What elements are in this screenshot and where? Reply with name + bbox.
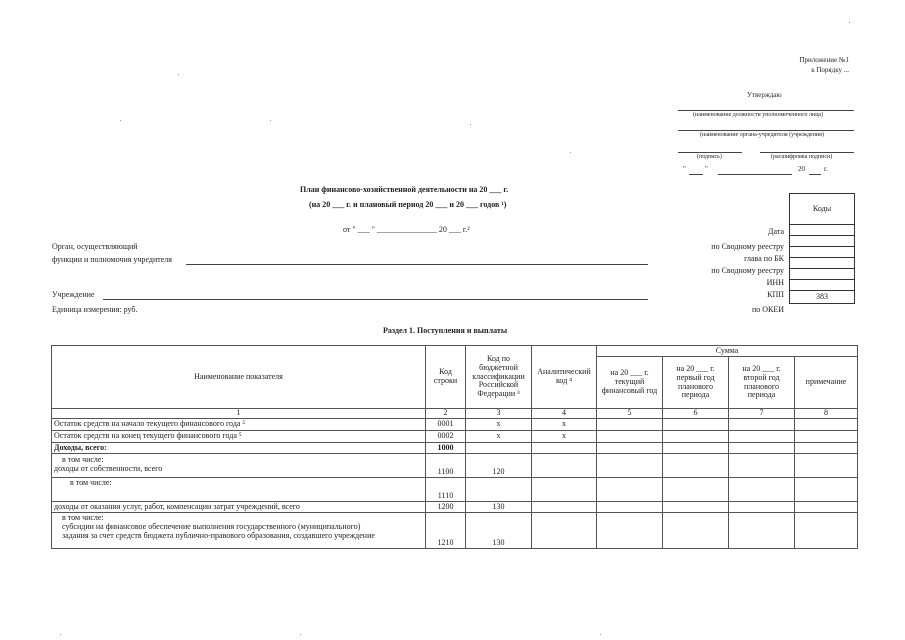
- header-note: примечание: [795, 357, 858, 409]
- section-title: Раздел 1. Поступления и выплаты: [383, 326, 508, 335]
- row-analytic-code: x: [532, 431, 597, 443]
- row-sum-2[interactable]: [663, 419, 729, 431]
- col-num-8: 8: [795, 409, 858, 419]
- approval-caption-decode: (расшифровка подписи): [771, 154, 833, 160]
- plan-date: от " ___ " _______________ 20 ___ г.²: [343, 225, 470, 234]
- row-note[interactable]: [795, 454, 858, 478]
- approval-caption-sign: (подпись): [697, 154, 722, 160]
- row-analytic-code: [532, 478, 597, 502]
- codes-label-registry2: по Сводному реестру: [711, 266, 784, 275]
- row-name: Остаток средств на начало текущего финансового года ⁵: [52, 419, 426, 431]
- codes-table: [789, 193, 855, 304]
- header-year1: на 20 ___ г. текущий финансовый год: [597, 357, 663, 409]
- scan-dot: [600, 634, 601, 635]
- code-okei-cell: 383: [790, 291, 855, 304]
- row-name-line3: задания за счет средств бюджета публично-правового образования, создавшего учреждение: [62, 530, 375, 540]
- table-row: [52, 513, 858, 549]
- row-sum-2[interactable]: [663, 502, 729, 513]
- plan-subtitle: (на 20 ___ г. и плановый период 20 ___ и 20 ___ годов ¹): [309, 200, 507, 209]
- row-sum-2[interactable]: [663, 478, 729, 502]
- table-row: [52, 478, 858, 502]
- header-analytic-code: Аналитический код ⁴: [532, 346, 597, 409]
- row-note[interactable]: [795, 419, 858, 431]
- row-name: [52, 513, 426, 549]
- approval-date-quote-open: ": [683, 165, 686, 173]
- codes-label-bk: глава по БК: [744, 254, 784, 263]
- organ-label-line1: Орган, осуществляющий: [52, 242, 138, 251]
- approval-date-quote-close: ": [705, 165, 708, 173]
- row-note[interactable]: [795, 502, 858, 513]
- scan-dot: [178, 74, 179, 75]
- appendix-line2: к Порядку ...: [811, 66, 849, 74]
- row-sum-3[interactable]: [729, 443, 795, 454]
- row-budget-code: x: [466, 431, 532, 443]
- row-sum-1[interactable]: [597, 443, 663, 454]
- header-year3: на 20 ___ г. второй год планового периода: [729, 357, 795, 409]
- table-row: [52, 502, 858, 513]
- approval-date-year: 20: [798, 165, 805, 173]
- row-budget-code: 120: [466, 454, 532, 478]
- code-inn-cell[interactable]: [790, 269, 855, 280]
- appendix-line1: Приложение №1: [799, 56, 849, 64]
- row-sum-3[interactable]: [729, 454, 795, 478]
- col-num-7: 7: [729, 409, 795, 419]
- row-code: 1210: [426, 513, 466, 549]
- row-code: 1110: [426, 478, 466, 502]
- approval-date-suffix: г.: [824, 165, 828, 173]
- header-budget-code: Код по бюджетной классификации Российской Федерации ³: [466, 346, 532, 409]
- row-code: 0001: [426, 419, 466, 431]
- row-name: [52, 454, 426, 478]
- organ-label-line2: функции и полномочия учредителя: [52, 255, 172, 264]
- row-sum-1[interactable]: [597, 502, 663, 513]
- scan-dot: [60, 634, 61, 635]
- approval-line-organ: [678, 130, 854, 131]
- row-code: 1000: [426, 443, 466, 454]
- approval-line-position: [678, 110, 854, 111]
- row-sum-3[interactable]: [729, 502, 795, 513]
- row-sum-1[interactable]: [597, 478, 663, 502]
- code-date-cell[interactable]: [790, 225, 855, 236]
- row-sum-1[interactable]: [597, 419, 663, 431]
- scan-dot: [470, 124, 471, 125]
- row-budget-code: 130: [466, 502, 532, 513]
- row-note[interactable]: [795, 443, 858, 454]
- scan-dot: [270, 120, 271, 121]
- codes-label-okei: по ОКЕИ: [751, 305, 784, 314]
- row-name-line2: субсидии на финансовое обеспечение выполнения государственного (муниципального): [62, 521, 361, 531]
- header-name: Наименование показателя: [52, 346, 426, 409]
- col-num-3: 3: [466, 409, 532, 419]
- table-row: [52, 431, 858, 443]
- scan-dot: [570, 152, 571, 153]
- row-analytic-code: [532, 443, 597, 454]
- codes-label-date: Дата: [768, 227, 784, 236]
- approval-line-decode: [760, 152, 854, 153]
- row-note[interactable]: [795, 513, 858, 549]
- row-analytic-code: x: [532, 419, 597, 431]
- row-budget-code: [466, 443, 532, 454]
- approval-date-day-line: [689, 174, 703, 175]
- institution-input-line[interactable]: [103, 299, 648, 300]
- plan-title: План финансово-хозяйственной деятельности на 20 ___ г.: [300, 185, 509, 194]
- row-name: в том числе:: [52, 478, 426, 502]
- col-num-6: 6: [663, 409, 729, 419]
- row-code: 1100: [426, 454, 466, 478]
- approval-caption-position: (наименование должности уполномоченного лица): [693, 112, 824, 118]
- header-year2: на 20 ___ г. первый год планового периода: [663, 357, 729, 409]
- approval-date-month-line: [718, 174, 792, 175]
- code-registry2-cell[interactable]: [790, 258, 855, 269]
- codes-header: Коды: [790, 194, 855, 225]
- unit-label: Единица измерения: руб.: [52, 305, 138, 314]
- row-name: Доходы, всего:: [52, 443, 426, 454]
- col-num-2: 2: [426, 409, 466, 419]
- row-sum-3[interactable]: [729, 431, 795, 443]
- row-name-line1: в том числе:: [62, 513, 104, 522]
- table-row: [52, 419, 858, 431]
- code-kpp-cell[interactable]: [790, 280, 855, 291]
- approval-title: Утверждаю: [747, 91, 782, 99]
- codes-label-registry: по Сводному реестру: [711, 242, 784, 251]
- header-code: Код строки: [426, 346, 466, 409]
- row-sum-1[interactable]: [597, 454, 663, 478]
- row-budget-code: [466, 478, 532, 502]
- codes-label-inn: ИНН: [766, 278, 784, 287]
- row-sum-3[interactable]: [729, 513, 795, 549]
- header-sum: Сумма: [597, 346, 858, 357]
- row-note[interactable]: [795, 478, 858, 502]
- row-sum-1[interactable]: [597, 431, 663, 443]
- scan-dot: [120, 120, 121, 121]
- row-analytic-code: [532, 502, 597, 513]
- approval-line-sign: [678, 152, 742, 153]
- scan-dot: [300, 634, 301, 635]
- table-row: [52, 443, 858, 454]
- scan-dot: [849, 22, 850, 23]
- row-analytic-code: [532, 513, 597, 549]
- approval-caption-organ: (наименование органа-учредителя (учреждения): [700, 132, 824, 138]
- organ-input-line[interactable]: [186, 264, 648, 265]
- row-sum-2[interactable]: [663, 454, 729, 478]
- codes-label-kpp: КПП: [767, 290, 784, 299]
- row-sum-2[interactable]: [663, 431, 729, 443]
- col-num-1: 1: [52, 409, 426, 419]
- approval-date-year-line: [809, 174, 821, 175]
- row-budget-code: 130: [466, 513, 532, 549]
- row-budget-code: x: [466, 419, 532, 431]
- row-name: доходы от оказания услуг, работ, компенсации затрат учреждений, всего: [52, 502, 426, 513]
- institution-label: Учреждение: [52, 290, 95, 299]
- table-row: [52, 454, 858, 478]
- row-name-line2: доходы от собственности, всего: [54, 463, 163, 473]
- row-sum-3[interactable]: [729, 478, 795, 502]
- main-table: [51, 345, 858, 549]
- row-sum-2[interactable]: [663, 443, 729, 454]
- row-sum-1[interactable]: [597, 513, 663, 549]
- row-sum-2[interactable]: [663, 513, 729, 549]
- row-name-line1: в том числе:: [62, 455, 104, 464]
- row-name: Остаток средств на конец текущего финансового года ⁵: [52, 431, 426, 443]
- code-bk-cell[interactable]: [790, 247, 855, 258]
- row-code: 0002: [426, 431, 466, 443]
- row-note[interactable]: [795, 431, 858, 443]
- row-sum-3[interactable]: [729, 419, 795, 431]
- row-analytic-code: [532, 454, 597, 478]
- code-registry-cell[interactable]: [790, 236, 855, 247]
- row-code: 1200: [426, 502, 466, 513]
- col-num-5: 5: [597, 409, 663, 419]
- col-num-4: 4: [532, 409, 597, 419]
